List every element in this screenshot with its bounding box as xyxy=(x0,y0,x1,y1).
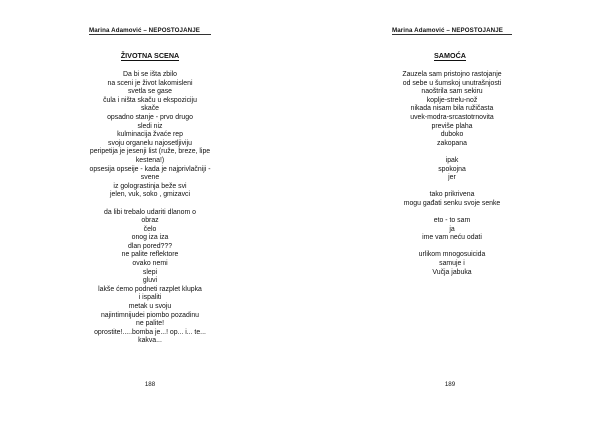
poem-title xyxy=(100,51,200,61)
page-number: 188 xyxy=(144,381,156,388)
poem-line: oprostite!.....bomba je...! op... i... te... xyxy=(94,328,206,336)
poem-line: Zauzela sam pristojno rastojanje xyxy=(402,71,502,78)
poem-line: ovako nemi xyxy=(132,260,168,268)
poem-line: spokojna xyxy=(438,165,466,173)
poem-line: iz golograstinja beže svi xyxy=(113,182,187,190)
poem-line: ipak xyxy=(445,156,459,164)
header-text: Marina Adamović – NEPOSTOJANJE xyxy=(392,27,503,34)
poem-line: opsadno stanje - prvo drugo xyxy=(107,113,193,121)
poem-line: kakva... xyxy=(138,337,162,345)
poem-line: čelo xyxy=(143,225,157,233)
poem-line: sledi niz xyxy=(137,122,163,130)
poem-line: svetla se gase xyxy=(127,88,173,96)
poem-line: slepi xyxy=(142,268,158,276)
poem-line: ne palite reflektore xyxy=(121,251,179,259)
poem-line: eto - to sam xyxy=(433,217,471,225)
right-page xyxy=(300,0,600,425)
stanza-break xyxy=(362,148,542,157)
poem-line: samuje i xyxy=(439,260,465,268)
stanza-break xyxy=(362,183,542,192)
poem-line: ime vam neću odati xyxy=(422,234,482,242)
poem-title-text: SAMOĆA xyxy=(434,51,466,60)
poem-line: zakopana xyxy=(437,139,467,147)
poem-line: dlan pored??? xyxy=(127,242,173,250)
poem-body xyxy=(362,71,542,277)
poem-line: svene xyxy=(140,174,160,182)
poem-line: da libi trebalo udariti dlanom o xyxy=(104,208,196,216)
stanza-break xyxy=(362,209,542,218)
poem-line: tako prikrivena xyxy=(429,191,475,199)
poem-line: čula i ništa skaču u ekspoziciju xyxy=(103,96,197,104)
running-header xyxy=(392,27,512,34)
poem-line: uvek-modra-srcastotrnovita xyxy=(410,113,494,121)
running-header xyxy=(89,27,211,34)
poem-line: previše plaha xyxy=(431,122,473,130)
poem-line: na sceni je život lakomisleni xyxy=(107,79,193,87)
poem-line: mogu gađati senku svoje senke xyxy=(403,199,501,207)
poem-line: jer xyxy=(448,174,456,182)
poem-line: skače xyxy=(140,105,159,113)
stanza-break xyxy=(60,200,240,209)
poem-line: urlikom mnogosuicida xyxy=(418,251,486,259)
poem-line: i ispaliti xyxy=(138,294,162,302)
poem-body xyxy=(60,71,240,346)
poem-line: od sebe u šumskoj unutrašnjosti xyxy=(402,79,502,87)
poem-line: duboko xyxy=(440,131,464,139)
poem-line: kulminacija žvaće rep xyxy=(117,131,183,139)
poem-line: naoštrila sam sekiru xyxy=(421,88,483,96)
header-text: Marina Adamović – NEPOSTOJANJE xyxy=(89,27,200,34)
poem-line: Da bi se išta zbilo xyxy=(122,71,177,78)
header-underline xyxy=(89,34,211,35)
poem-title xyxy=(380,51,520,61)
poem-line: gluvi xyxy=(142,277,158,285)
poem-line: ja xyxy=(449,225,455,233)
poem-line: obraz xyxy=(141,217,159,225)
poem-line: jelen, vuk, soko , gmizavci xyxy=(109,191,191,199)
poem-line: onog iza iza xyxy=(131,234,169,242)
poem-line: nikada nisam bila ružičasta xyxy=(410,105,494,113)
poem-line: koplje-strelu-nož xyxy=(426,96,478,104)
stanza-break xyxy=(362,243,542,252)
poem-title-text: ŽIVOTNA SCENA xyxy=(120,51,180,60)
page-number: 189 xyxy=(444,381,456,388)
poem-line: svoju organelu najosetljiviju xyxy=(108,139,192,147)
header-underline xyxy=(392,34,512,35)
poem-line: najintimnijudei piombo pozadinu xyxy=(100,311,200,319)
poem-line: metak u svoju xyxy=(128,303,172,311)
poem-line: kestena!) xyxy=(135,156,165,164)
poem-line: Vučja jabuka xyxy=(432,268,472,276)
poem-line: peripetija je jesenji list (ruže, breze, lipe xyxy=(89,148,211,156)
poem-line: ne palite! xyxy=(136,320,164,328)
poem-line: opsesija opseije - kada je najprivlačniji - xyxy=(89,165,211,173)
poem-line: lakše ćemo podneti razplet klupka xyxy=(98,285,202,293)
